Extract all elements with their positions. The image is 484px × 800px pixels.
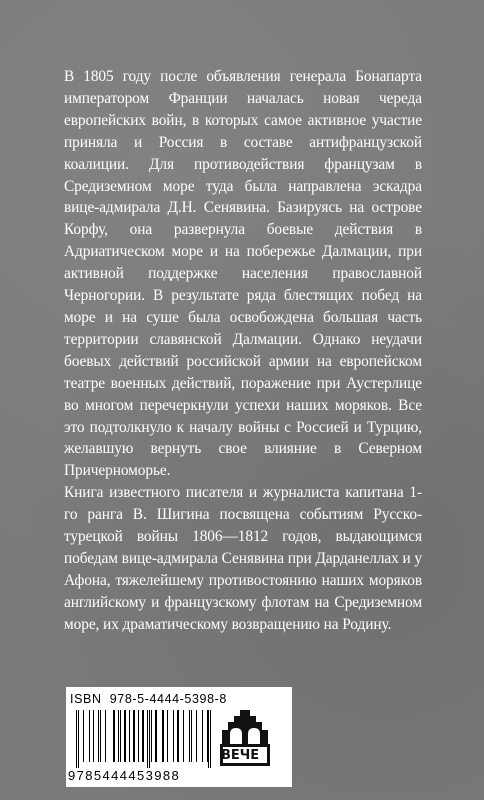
barcode-bar bbox=[155, 710, 157, 762]
annotation-text bbox=[64, 66, 422, 636]
barcode-bar bbox=[100, 710, 101, 762]
isbn-label: ISBN bbox=[70, 692, 102, 706]
barcode-bar bbox=[189, 710, 190, 762]
barcode-bar bbox=[210, 710, 211, 768]
barcode-bar bbox=[129, 710, 130, 762]
barcode-bar bbox=[149, 710, 150, 768]
barcode-bar bbox=[167, 710, 168, 762]
barcode-bar bbox=[147, 710, 148, 768]
barcode-bar bbox=[196, 710, 197, 762]
barcode-bar bbox=[89, 710, 90, 762]
barcode-bar bbox=[124, 710, 126, 762]
barcode-bar bbox=[142, 710, 144, 762]
isbn-line bbox=[70, 692, 227, 706]
barcode-bar bbox=[207, 710, 208, 762]
barcode-bar bbox=[183, 710, 184, 762]
barcode-bar bbox=[93, 710, 94, 762]
barcode-bar bbox=[78, 710, 79, 768]
barcode-bar bbox=[98, 710, 99, 762]
barcode-bar bbox=[138, 710, 139, 762]
barcode-bar bbox=[120, 710, 121, 762]
isbn-number: 978-5-4444-5398-8 bbox=[109, 692, 227, 706]
barcode-bar bbox=[105, 710, 106, 762]
barcode-bar bbox=[177, 710, 179, 762]
barcode-bar bbox=[151, 710, 152, 762]
barcode-bar bbox=[118, 710, 119, 762]
barcode-bar bbox=[76, 710, 77, 768]
barcode-bar bbox=[83, 710, 84, 762]
barcode-bar bbox=[113, 710, 115, 762]
publisher-logo-text: ВЕЧЕ bbox=[221, 748, 260, 763]
paragraph-2: Книга известного писателя и журналиста капитана 1-го ранга В. Шигина посвящена событиям Русско-турецкой войны 1806—1812 годов, выдающимся победам вице-адмирала Сенявина при Дарданеллах и у Афона, тяжелейшему противостоянию наших моряков английскому и французскому флотам на Средиземном море, их драматическому возвращению на Родину. bbox=[64, 484, 422, 633]
barcode-image bbox=[74, 710, 214, 768]
barcode-bar bbox=[208, 710, 209, 768]
paragraph-1: В 1805 году после объявления генерала Бонапарта императором Франции началась новая череда европейских войн, в которых самое активное участие приняла и Россия в составе антифранцузской коалиции. Для противодействия французам в Средиземном море туда была направлена эскадра вице-адмирала Д.Н. Сенявина. Базируясь на острове Корфу, она развернула боевые действия в Адриатическом море и на побережье Далмации, при активной поддержке населения православной Черногории. В результате ряда блестящих побед на море и на суше была освобождена большая часть территории славянской Далмации. Однако неудачи боевых действий российской армии на европейском театре военных действий, поражение при Аустерлице во многом перечеркнули успехи наших моряков. Все это подтолкнуло к началу войны с Россией и Турцию, желавшую вернуть свое влияние в Северном Причерноморье. bbox=[64, 68, 422, 480]
barcode-bar bbox=[162, 710, 164, 762]
barcode-bar bbox=[173, 710, 174, 762]
barcode-bar bbox=[133, 710, 135, 762]
barcode-bar bbox=[202, 710, 203, 762]
barcode-digits: 9785444453988 bbox=[68, 768, 181, 783]
barcode-bar bbox=[191, 710, 192, 762]
